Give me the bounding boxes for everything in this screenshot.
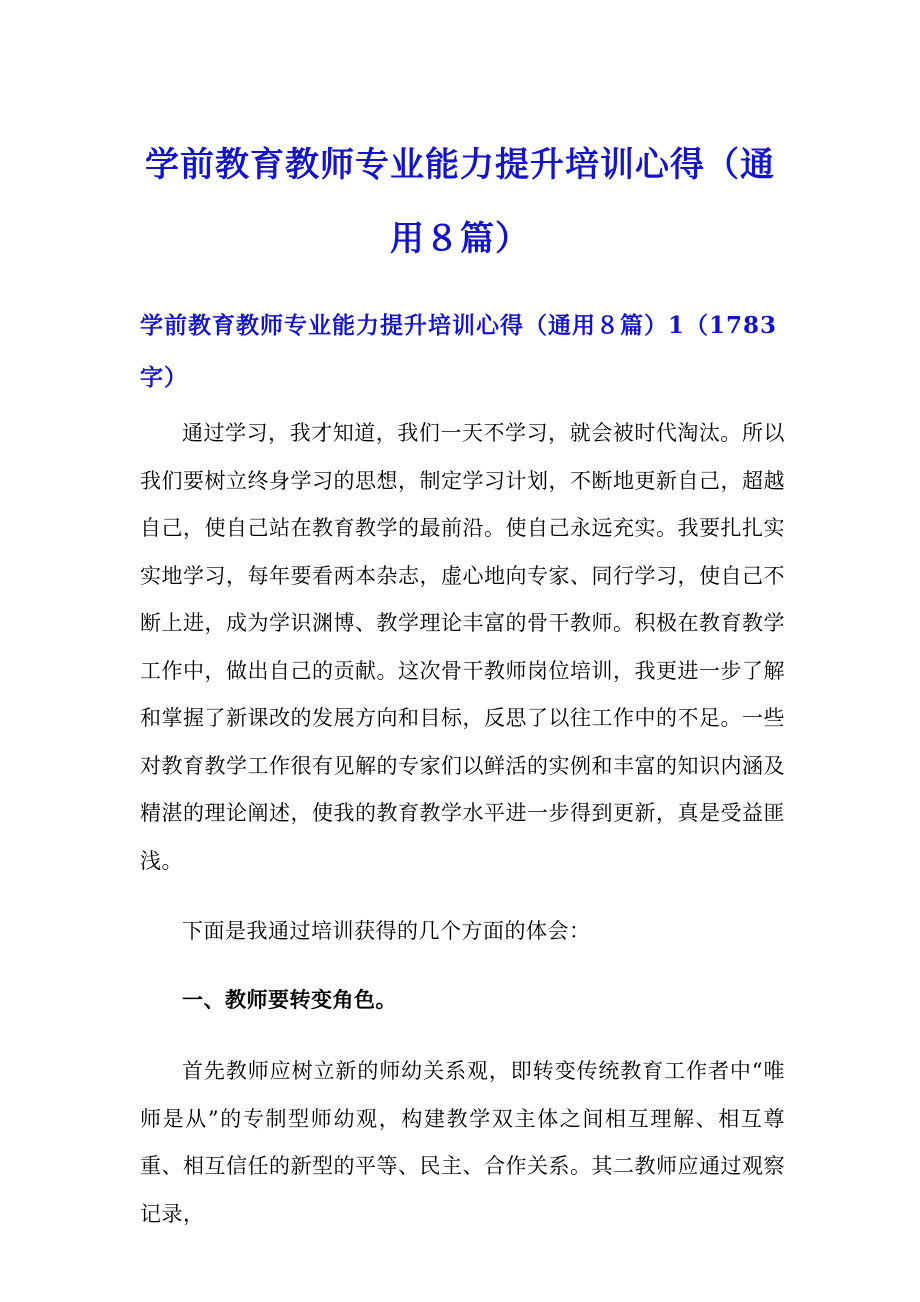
paragraph-intro: 通过学习，我才知道，我们一天不学习，就会被时代淘汰。所以我们要树立终身学习的思想，制定学习计划，不断地更新自己，超越自己，使自己站在教育教学的最前沿。使自己永远充实。我要扎扎实实地学习，每年要看两本杂志，虚心地向专家、同行学习，使自己不断上进，成为学识渊博、教学理论丰富的骨干教师。积极在教育教学工作中，做出自己的贡献。这次骨干教师岗位培训，我更进一步了解和掌握了新课改的发展方向和目标，反思了以往工作中的不足。一些对教育教学工作很有见解的专家们以鲜活的实例和丰富的知识内涵及精湛的理论阐述，使我的教育教学水平进一步得到更新，真是受益匪浅。 [140,421,785,873]
subheading-teacher-role: 一、教师要转变角色。 [182,987,397,1012]
paragraph-teacher-role: 首先教师应树立新的师幼关系观，即转变传统教育工作者中“唯师是从”的专制型师幼观，构建教学双主体之间相互理解、相互尊重、相互信任的新型的平等、民主、合作关系。其二教师应通过观察记录， [140,1059,785,1226]
document-title: 学前教育教师专业能力提升培训心得（通用８篇） [145,145,775,259]
section-heading: 学前教育教师专业能力提升培训心得（通用８篇）1（1783字） [140,312,778,391]
paragraph-lead-in: 下面是我通过培训获得的几个方面的体会： [182,919,591,943]
